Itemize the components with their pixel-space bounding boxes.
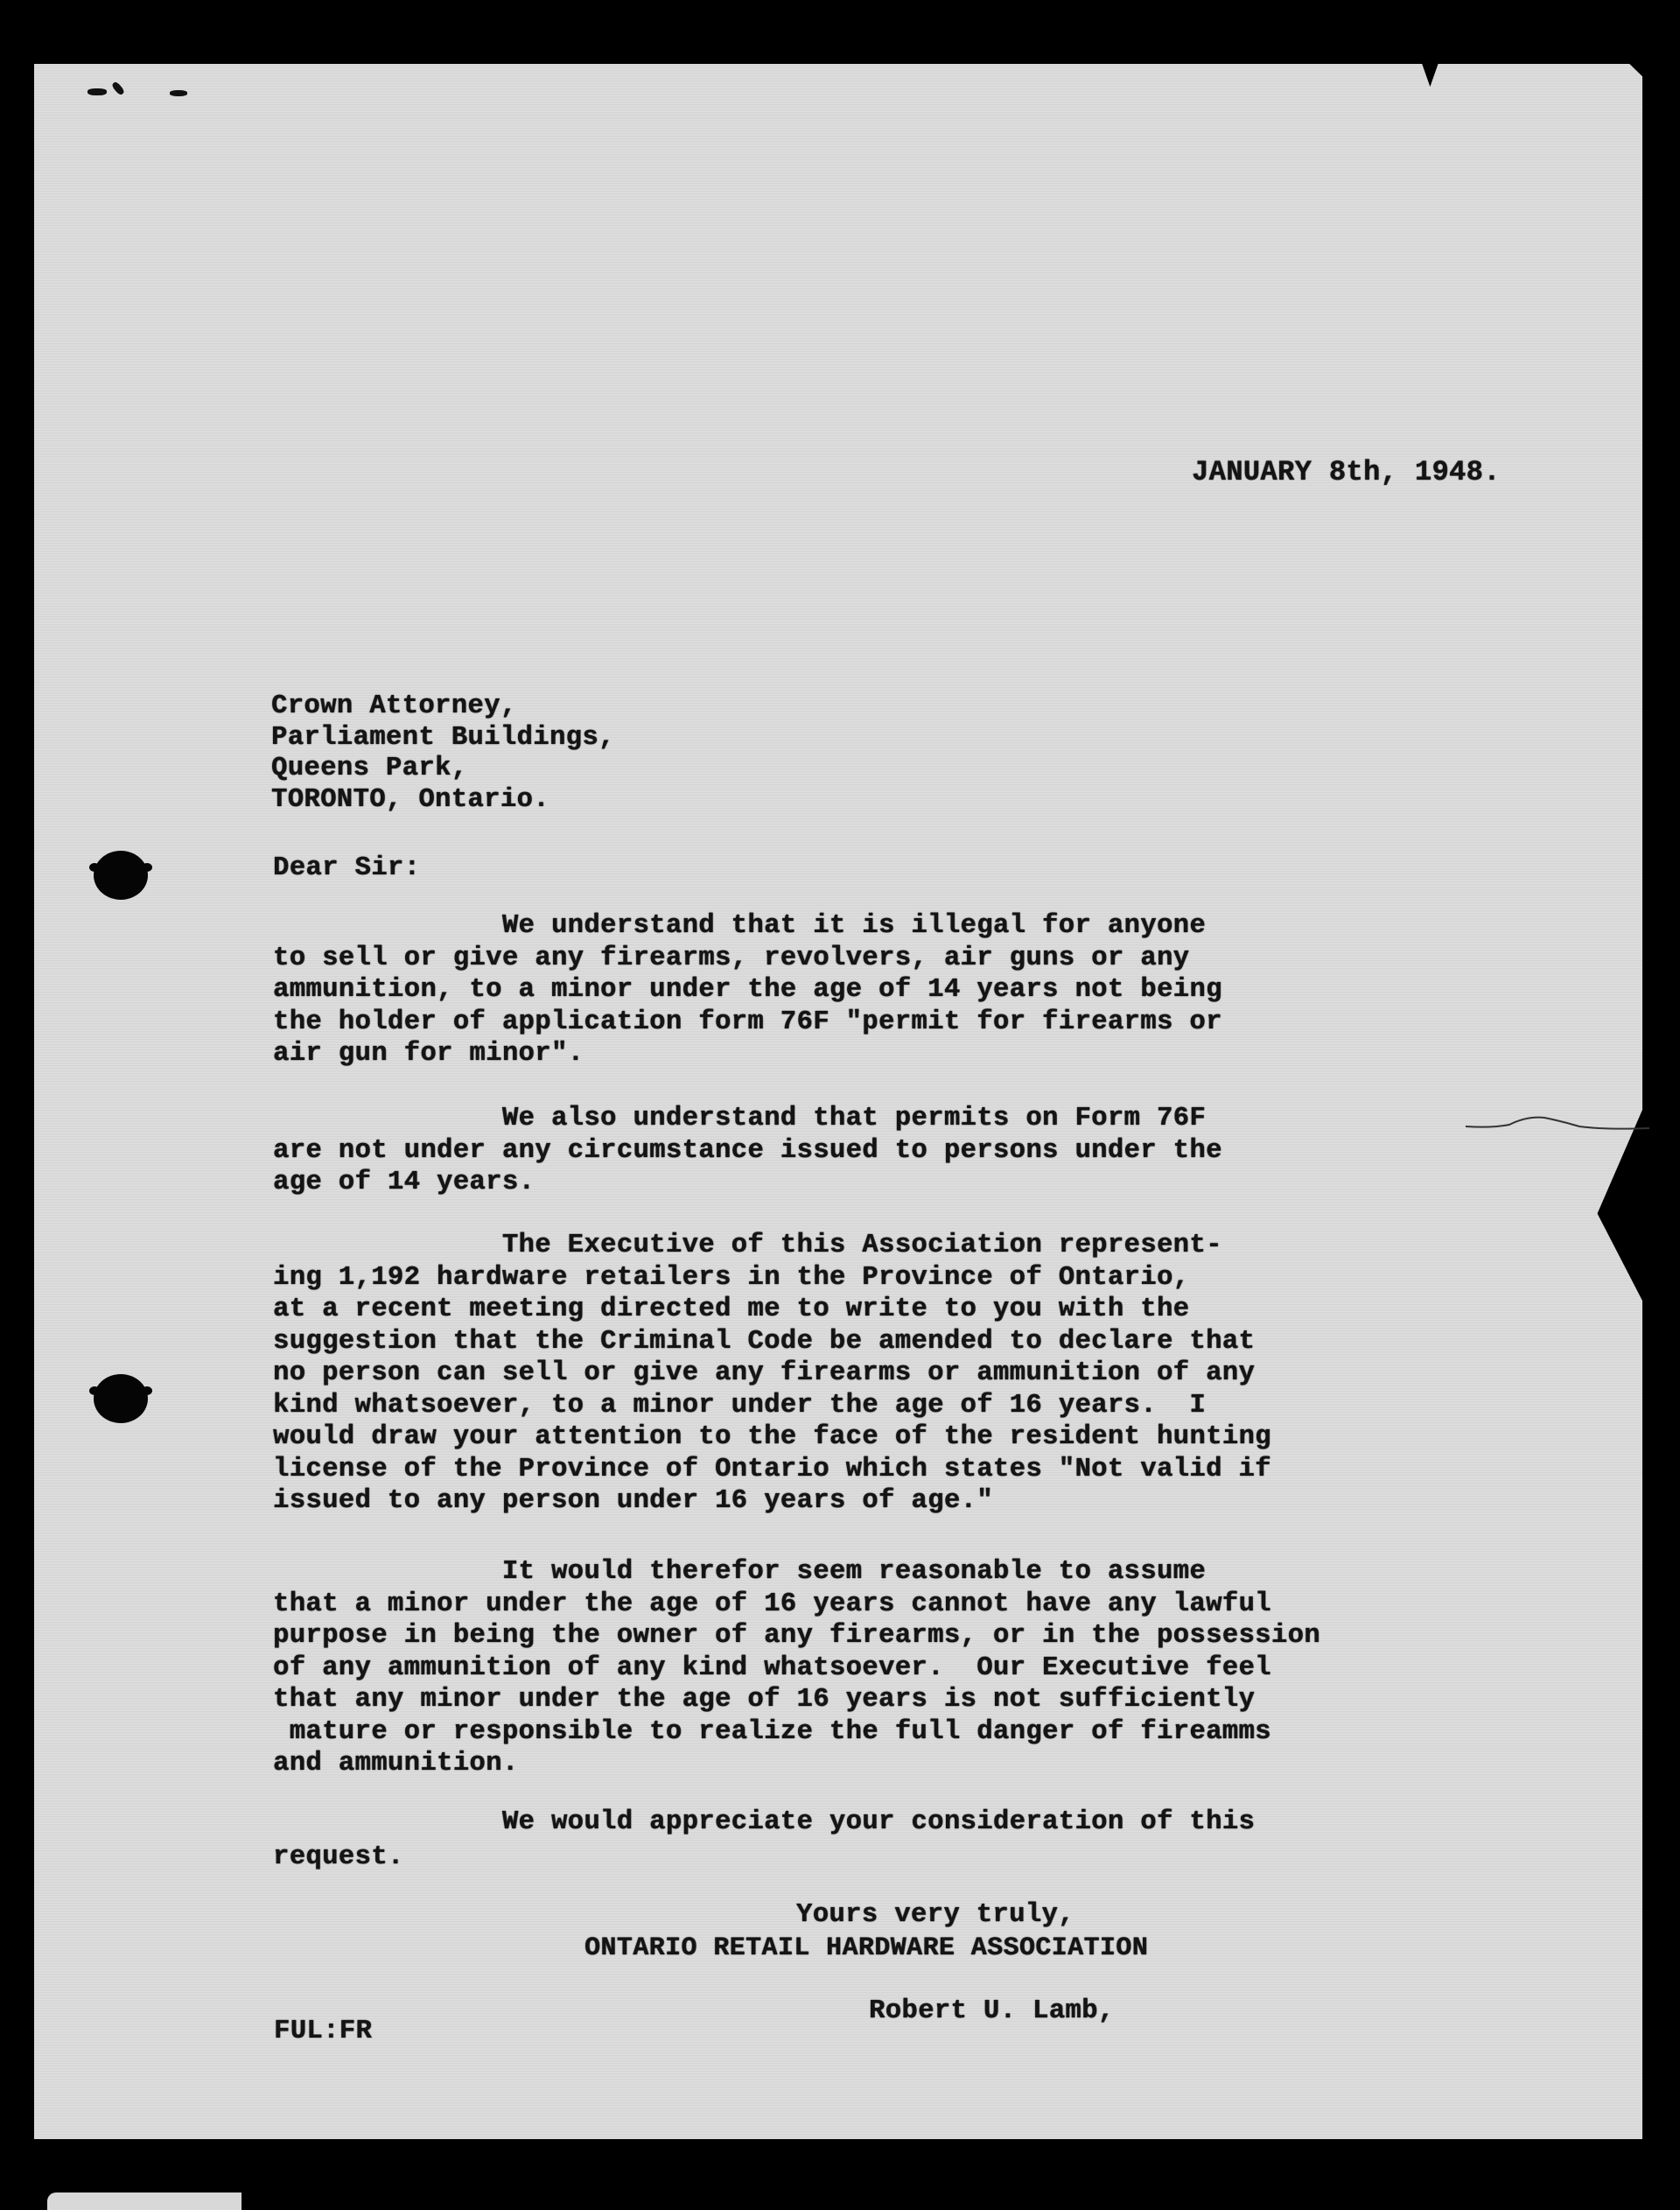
paragraph-line: mature or responsible to realize the full danger of fireamms [273, 1716, 1271, 1747]
paragraph-line: We understand that it is illegal for anyone [273, 911, 1207, 941]
organization-name: ONTARIO RETAIL HARDWARE ASSOCIATION [584, 1933, 1149, 1963]
ink-smudge-mark [88, 88, 107, 95]
paragraph-line: that any minor under the age of 16 years is not sufficiently [273, 1685, 1256, 1715]
paragraph-line: ammunition, to a minor under the age of 14 years not being [273, 975, 1222, 1005]
paper-tear-line [1466, 1107, 1649, 1133]
paragraph-line: We also understand that permits on Form 76F [273, 1104, 1207, 1133]
body-paragraph-1 [273, 910, 1222, 1070]
reference-initials: FUL:FR [274, 2017, 373, 2046]
paragraph-line: issued to any person under 16 years of age." [273, 1486, 993, 1516]
film-tab [47, 2192, 242, 2210]
address-line: Crown Attorney, [271, 691, 517, 721]
paragraph-line: the holder of application form 76F "permit for firearms or [273, 1007, 1222, 1037]
ink-smudge-mark [170, 90, 187, 96]
paragraph-line: to sell or give any firearms, revolvers, air guns or any [273, 943, 1190, 973]
paragraph-line: We would appreciate your consideration of this [273, 1807, 1256, 1837]
paragraph-line: that a minor under the age of 16 years cannot have any lawful [273, 1589, 1271, 1619]
paragraph-line: kind whatsoever, to a minor under the age of 16 years. I [273, 1390, 1207, 1421]
paragraph-line: It would therefor seem reasonable to assume [273, 1557, 1207, 1587]
ink-smudge-mark [111, 81, 125, 95]
address-line: Parliament Buildings, [271, 722, 615, 753]
body-paragraph-5 [273, 1805, 1255, 1875]
letter-date: JANUARY 8th, 1948. [1192, 456, 1501, 488]
paragraph-line: age of 14 years. [273, 1168, 536, 1197]
body-paragraph-4 [273, 1556, 1320, 1780]
address-line: Queens Park, [271, 754, 468, 783]
paragraph-line: license of the Province of Ontario which states "Not valid if [273, 1454, 1271, 1484]
paragraph-line: purpose in being the owner of any firearms, or in the possession [273, 1621, 1320, 1651]
salutation: Dear Sir: [273, 853, 421, 883]
paragraph-line: suggestion that the Criminal Code be amended to declare that [273, 1326, 1256, 1357]
body-paragraph-3 [273, 1230, 1271, 1518]
paragraph-line: air gun for minor". [273, 1039, 584, 1069]
body-paragraph-2 [273, 1103, 1222, 1199]
paragraph-line: of any ammunition of any kind whatsoever. Our Executive feel [273, 1652, 1271, 1683]
address-line: TORONTO, Ontario. [271, 784, 550, 815]
paragraph-line: no person can sell or give any firearms or ammunition of any [273, 1358, 1256, 1388]
signatory-name: Robert U. Lamb, [869, 1996, 1115, 2026]
paragraph-line: and ammunition. [273, 1749, 519, 1779]
punch-hole-lower [94, 1374, 148, 1423]
paragraph-line: at a recent meeting directed me to write to you with the [273, 1294, 1190, 1324]
paragraph-line: The Executive of this Association represent- [273, 1231, 1222, 1260]
complimentary-close: Yours very truly, [796, 1900, 1074, 1930]
paragraph-line: would draw your attention to the face of the resident hunting [273, 1422, 1271, 1452]
paragraph-line: ing 1,192 hardware retailers in the Province of Ontario, [273, 1262, 1190, 1293]
punch-hole-upper [94, 851, 148, 900]
paragraph-line: request. [273, 1842, 404, 1872]
paragraph-line: are not under any circumstance issued to persons under the [273, 1135, 1222, 1166]
recipient-address [271, 691, 615, 816]
